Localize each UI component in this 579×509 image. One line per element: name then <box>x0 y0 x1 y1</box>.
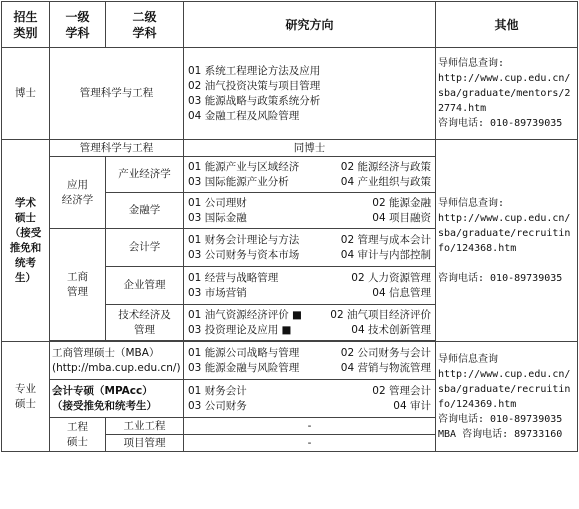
industrial-eng-name: 工业工程 <box>106 418 184 435</box>
doctoral-row <box>2 48 578 140</box>
header-category: 招生 类别 <box>2 2 50 48</box>
doctoral-subject: 管理科学与工程 <box>50 48 184 140</box>
industrial-econ-directions: 01 能源产业与区域经济 02 能源经济与政策 03 国际能源产业分析 04 产业组织与政策 <box>184 157 436 193</box>
doctoral-directions: 01 系统工程理论方法及应用 02 油气投资决策与项目管理 03 能源战略与政策系统分析 04 金融工程及风险管理 <box>184 48 436 140</box>
header-row <box>2 2 578 48</box>
header-direction: 研究方向 <box>184 2 436 48</box>
mba-name-cell <box>50 342 184 380</box>
enterprise-mgmt-name: 企业管理 <box>106 267 184 305</box>
mpacc-note: （接受推免和统考生） <box>52 399 157 412</box>
business-admin-label: 工商 管理 <box>50 229 106 341</box>
mba-name: 工商管理硕士（MBA） <box>52 346 160 359</box>
header-other: 其他 <box>436 2 578 48</box>
doctoral-category: 博士 <box>2 48 50 140</box>
finance-name: 金融学 <box>106 193 184 229</box>
project-mgmt-direction: - <box>184 435 436 452</box>
professional-master-category: 专业 硕士 <box>2 342 50 452</box>
applied-econ-label: 应用 经济学 <box>50 157 106 229</box>
doctoral-contact: 导师信息查询: http://www.cup.edu.cn/ sba/graduate/mentors/2 2774.htm 咨询电话: 010-89739035 <box>436 48 578 140</box>
mpacc-name: 会计专硕（MPAcc） <box>52 384 153 397</box>
header-level2: 二级 学科 <box>106 2 184 48</box>
mba-url-link[interactable]: (http://mba.cup.edu.cn/) <box>52 361 181 374</box>
accounting-name: 会计学 <box>106 229 184 267</box>
project-mgmt-name: 项目管理 <box>106 435 184 452</box>
mpacc-name-cell <box>50 380 184 418</box>
academic-mgmt-science-direction: 同博士 <box>184 140 436 157</box>
admissions-table <box>1 1 578 452</box>
engineering-label: 工程 硕士 <box>50 418 106 452</box>
header-level1: 一级 学科 <box>50 2 106 48</box>
mba-row <box>2 342 578 380</box>
finance-directions: 01 公司理财 02 能源金融 03 国际金融 04 项目融资 <box>184 193 436 229</box>
tech-econ-name: 技术经济及 管理 <box>106 305 184 341</box>
industrial-eng-direction: - <box>184 418 436 435</box>
professional-contact: 导师信息查询 http://www.cup.edu.cn/ sba/graduate/recruitin fo/124369.htm 咨询电话: 010-89739035 MBA 咨询电话: 89733160 <box>436 342 578 452</box>
academic-mgmt-science-subject: 管理科学与工程 <box>50 140 184 157</box>
mba-directions: 01 能源公司战略与管理 02 公司财务与会计 03 能源金融与风险管理 04 营销与物流管理 <box>184 342 436 380</box>
tech-econ-directions: 01 油气资源经济评价 ■ 02 油气项目经济评价 03 投资理论及应用 ■ 04 技术创新管理 <box>184 305 436 341</box>
academic-mgmt-science-row <box>2 140 578 157</box>
mpacc-directions: 01 财务会计 02 管理会计 03 公司财务 04 审计 <box>184 380 436 418</box>
academic-master-category: 学术 硕士 （接受 推免和 统考 生） <box>2 140 50 342</box>
enterprise-mgmt-directions: 01 经营与战略管理 02 人力资源管理 03 市场营销 04 信息管理 <box>184 267 436 305</box>
accounting-directions: 01 财务会计理论与方法 02 管理与成本会计 03 公司财务与资本市场 04 审计与内部控制 <box>184 229 436 267</box>
academic-contact: 导师信息查询: http://www.cup.edu.cn/ sba/graduate/recruitin fo/124368.htm 咨询电话: 010-89739035 <box>436 140 578 342</box>
industrial-econ-name: 产业经济学 <box>106 157 184 193</box>
